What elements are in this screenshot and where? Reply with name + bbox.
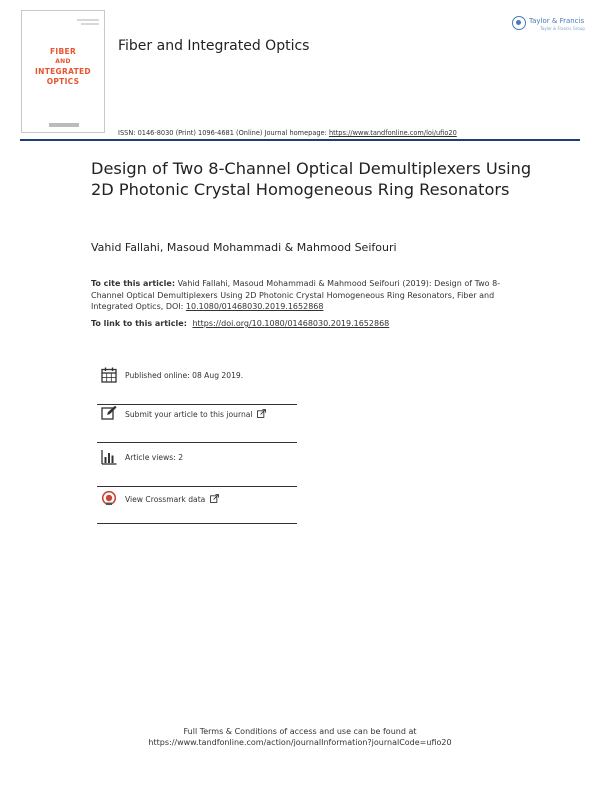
submit-row[interactable]: [97, 405, 297, 443]
citation-block: [91, 278, 531, 313]
article-authors: Vahid Fallahi, Masoud Mohammadi & Mahmood Seifouri: [91, 241, 397, 254]
journal-title: Fiber and Integrated Optics: [118, 38, 310, 54]
cover-publisher-logo: [49, 123, 79, 127]
published-date: Published online: 08 Aug 2019.: [125, 371, 244, 380]
issn-text: ISSN: 0146-8030 (Print) 1096-4681 (Online) Journal homepage:: [118, 129, 327, 137]
publisher-logo-icon: [512, 16, 526, 30]
external-link-icon: [210, 494, 219, 503]
cover-title: [22, 47, 104, 87]
cover-title-line: AND: [55, 58, 71, 65]
cite-text: Vahid Fallahi, Masoud Mohammadi & Mahmood Seifouri (2019): Design of Two 8-Channel Optical Demultiplexers Using 2D Photonic Crystal Homogeneous Ring Resonators, Fiber and Integrated Optics, DOI:: [91, 279, 501, 311]
journal-homepage-link[interactable]: https://www.tandfonline.com/loi/ufio20: [328, 129, 457, 137]
cite-label: To cite this article:: [91, 279, 176, 288]
cover-text-line: [77, 19, 99, 21]
published-row: [97, 367, 297, 405]
external-link-icon: [257, 409, 266, 418]
journal-cover: [21, 10, 105, 133]
cover-title-line: FIBER: [49, 47, 77, 56]
publisher-name: Taylor & Francis: [529, 17, 585, 25]
crossmark-icon: [101, 489, 117, 509]
doi-link[interactable]: 10.1080/01468030.2019.1652868: [185, 302, 324, 311]
row-divider: [97, 442, 297, 443]
publisher-subtitle: Taylor & Francis Group: [540, 26, 585, 31]
calendar-icon: [101, 367, 117, 383]
submit-article-text: Submit your article to this journal: [125, 410, 253, 419]
article-title: Design of Two 8-Channel Optical Demultiplexers Using 2D Photonic Crystal Homogeneous Ring Resonators: [91, 159, 532, 199]
row-divider: [97, 523, 297, 524]
publisher-logo[interactable]: [512, 15, 585, 39]
crossmark-row[interactable]: [97, 490, 297, 528]
header-divider: [20, 139, 580, 141]
crossmark-text: View Crossmark data: [125, 495, 206, 504]
submit-article-link[interactable]: [125, 409, 266, 419]
footer-terms-link[interactable]: https://www.tandfonline.com/action/journalInformation?journalCode=ufio20: [148, 738, 452, 747]
article-link-block: [91, 319, 389, 328]
footer-terms-line: Full Terms & Conditions of access and use can be found at: [183, 727, 417, 736]
cover-title-line: INTEGRATED: [35, 67, 91, 76]
article-views: Article views: 2: [125, 453, 184, 462]
bar-chart-icon: [101, 449, 117, 465]
row-divider: [97, 486, 297, 487]
link-label: To link to this article:: [91, 319, 187, 328]
cover-title-line: OPTICS: [46, 77, 80, 86]
article-url-link[interactable]: https://doi.org/10.1080/01468030.2019.1652868: [192, 319, 390, 328]
crossmark-link[interactable]: [125, 494, 219, 504]
views-row: [97, 449, 297, 487]
cover-text-line: [81, 23, 99, 25]
issn-line: [118, 129, 457, 137]
edit-icon: [101, 405, 117, 421]
